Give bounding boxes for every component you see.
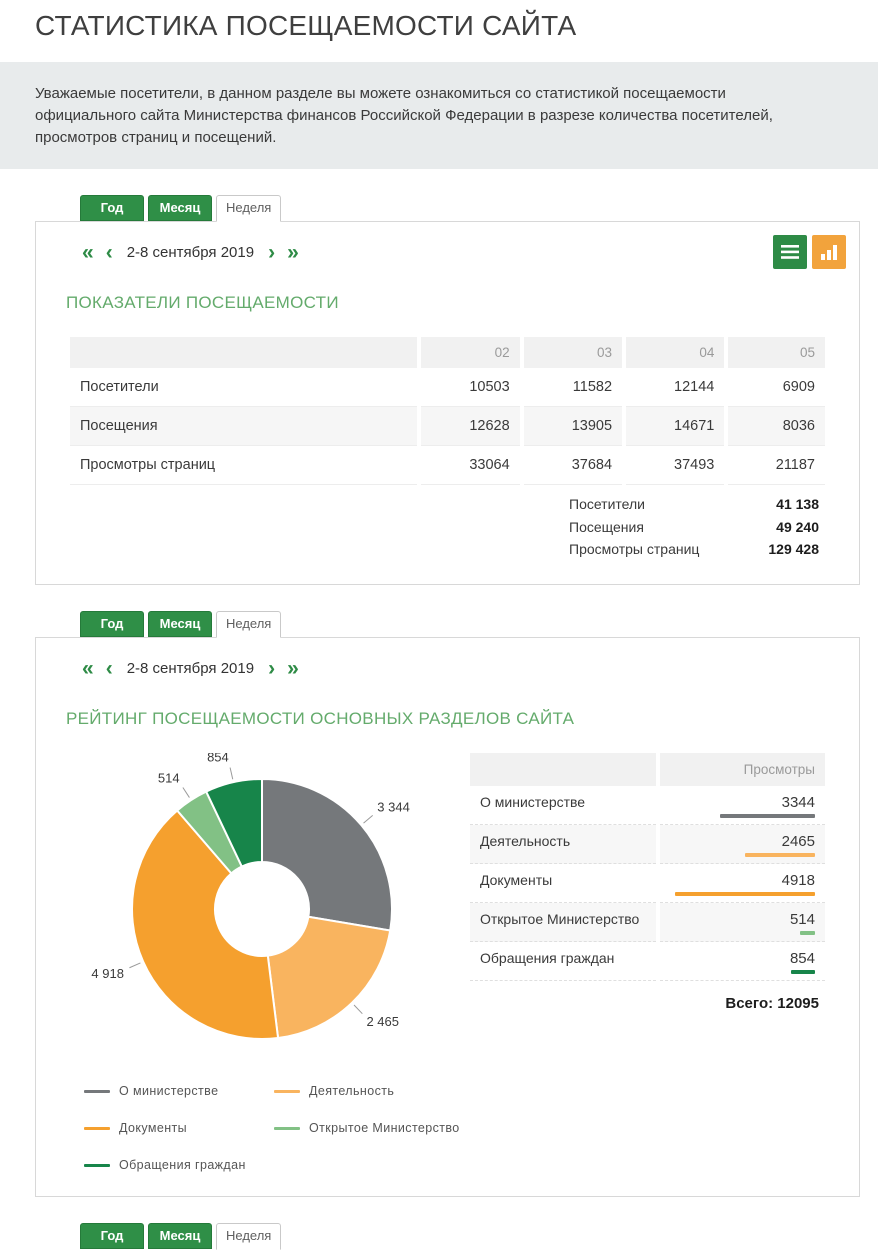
next-arrow[interactable]: › [268,657,276,681]
donut-chart-container [66,753,466,1172]
legend-swatch [84,1164,110,1167]
rating-row-label: О министерстве [470,786,656,825]
slice-value-label: 2 465 [366,1014,400,1030]
label-leader-line [230,768,233,780]
total-row [569,493,829,515]
rating-row-label: Открытое Министерство [470,903,656,942]
cell-value: 12144 [626,368,724,407]
rating-value-number: 4918 [781,872,815,890]
next-fast-arrow[interactable]: » [287,241,299,265]
tab-месяц[interactable]: Месяц [148,611,212,637]
legend-item [84,1084,274,1098]
rating-table-container [466,753,829,1012]
legend-label: Документы [119,1121,188,1136]
rating-value-number: 514 [789,911,815,929]
tab-год[interactable]: Год [80,1223,144,1249]
total-row [569,538,829,560]
legend-swatch [274,1127,300,1130]
rating-bar-track [670,892,816,896]
rating-row-label: Деятельность [470,825,656,864]
rating-row-value [660,864,826,903]
chart-legend [84,1084,466,1172]
period-tabs [80,1223,860,1249]
total-value: 49 240 [776,518,819,535]
list-icon [781,245,799,259]
rating-bar [745,853,815,857]
next-fast-arrow[interactable]: » [287,657,299,681]
slice-value-label: 3 344 [377,799,410,815]
legend-label: Открытое Министерство [309,1121,460,1136]
cell-value: 37493 [626,446,724,485]
rating-bar [800,931,815,935]
rating-bar [720,814,815,818]
prev-arrow[interactable]: ‹ [105,241,113,265]
rating-row-value [660,786,826,825]
rating-row-label: Обращения граждан [470,942,656,981]
total-value: 129 428 [768,540,819,557]
chart-view-button[interactable] [812,235,846,269]
total-row [569,516,829,538]
section-title-rating: РЕЙТИНГ ПОСЕЩАЕМОСТИ ОСНОВНЫХ РАЗДЕЛОВ САЙТА [66,709,575,729]
rating-table [466,753,829,981]
tab-active-неделя[interactable]: Неделя [216,1223,281,1250]
table-row [70,407,825,446]
slice-value-label: 854 [207,753,229,765]
cell-value: 21187 [728,446,825,485]
intro-text: Уважаемые посетители, в данном разделе вы можете ознакомиться со статистикой посещаемости официального сайта Министерства финансов Российской Федерации в разрезе количества посетителей, просмотров страниц и посещений. [0,62,878,169]
tab-active-неделя[interactable]: Неделя [216,195,281,222]
prev-fast-arrow[interactable]: « [82,657,94,681]
tab-месяц[interactable]: Месяц [148,195,212,221]
date-navigation [81,658,829,679]
legend-label: О министерстве [119,1084,219,1099]
table-view-button[interactable] [773,235,807,269]
legend-item [274,1084,504,1098]
label-leader-line [183,788,190,798]
period-tabs [80,195,860,221]
cell-value: 33064 [421,446,519,485]
slice-value-label: 4 918 [91,966,124,982]
total-value: 41 138 [776,496,819,513]
page-title: СТАТИСТИКА ПОСЕЩАЕМОСТИ САЙТА [35,10,577,41]
rating-value-number: 2465 [781,833,815,851]
rating-value-number: 854 [789,950,815,968]
rating-row-value [660,903,826,942]
label-leader-line [364,816,373,824]
date-range-label: 2-8 сентября 2019 [126,660,255,678]
view-toggle [773,235,846,269]
bar-chart-icon [821,245,837,260]
rating-row-value [660,942,826,981]
cell-value: 37684 [524,446,622,485]
rating-row [470,903,825,942]
rating-total-value: 12095 [777,995,819,1013]
donut-slice [262,779,392,931]
donut-chart [66,753,466,1065]
col-header [70,337,417,368]
legend-item [84,1158,274,1172]
total-label: Посетители [569,496,645,513]
rating-bar [675,892,815,896]
date-range-label: 2-8 сентября 2019 [126,244,255,262]
cell-value: 11582 [524,368,622,407]
next-arrow[interactable]: › [268,241,276,265]
col-header: 05 [728,337,825,368]
period-tabs [80,611,860,637]
slice-value-label: 514 [157,770,180,786]
indicators-table [66,337,829,485]
col-header: 04 [626,337,724,368]
cell-value: 10503 [421,368,519,407]
rating-row [470,825,825,864]
rating-row [470,942,825,981]
rating-bar [791,970,815,974]
cell-value: 13905 [524,407,622,446]
legend-item [84,1121,274,1135]
cell-value: 8036 [728,407,825,446]
tab-месяц[interactable]: Месяц [148,1223,212,1249]
table-row [70,368,825,407]
cell-value: 6909 [728,368,825,407]
label-leader-line [354,1005,362,1014]
tab-active-неделя[interactable]: Неделя [216,611,281,638]
rating-value-number: 3344 [781,794,815,812]
rating-bar-track [670,853,816,857]
visits-indicators-block [35,195,860,585]
rating-total-label: Всего: [725,995,774,1013]
rating-bar-track [670,931,816,935]
cell-value: 12628 [421,407,519,446]
legend-swatch [84,1090,110,1093]
rating-col-empty [470,753,656,786]
row-label: Посещения [70,407,417,446]
col-header: 02 [421,337,519,368]
total-label: Посещения [569,518,644,535]
rating-row [470,864,825,903]
rating-bar-track [670,970,816,974]
cell-value: 14671 [626,407,724,446]
section-title-indicators: ПОКАЗАТЕЛИ ПОСЕЩАЕМОСТИ [66,293,339,313]
rating-chart-area [66,753,829,1172]
label-leader-line [129,963,140,968]
prev-arrow[interactable]: ‹ [105,657,113,681]
legend-swatch [274,1090,300,1093]
legend-label: Обращения граждан [119,1158,246,1173]
total-label: Просмотры страниц [569,540,700,557]
rating-row [470,786,825,825]
prev-fast-arrow[interactable]: « [82,241,94,265]
date-navigation [81,242,829,263]
rating-row-value [660,825,826,864]
row-label: Просмотры страниц [70,446,417,485]
visits-indicators-panel [35,221,860,585]
rating-bar-track [670,814,816,818]
legend-swatch [84,1127,110,1130]
third-block-partial [35,1223,860,1249]
col-header: 03 [524,337,622,368]
legend-item [274,1121,504,1135]
legend-label: Деятельность [309,1084,395,1099]
tab-год[interactable]: Год [80,195,144,221]
rating-row-label: Документы [470,864,656,903]
indicators-table-header [70,337,825,368]
tab-год[interactable]: Год [80,611,144,637]
rating-total [466,995,829,1012]
row-label: Посетители [70,368,417,407]
indicators-totals [66,493,829,560]
rating-col-views: Просмотры [660,753,826,786]
table-row [70,446,825,485]
sections-rating-panel [35,637,860,1197]
sections-rating-block [35,611,860,1197]
